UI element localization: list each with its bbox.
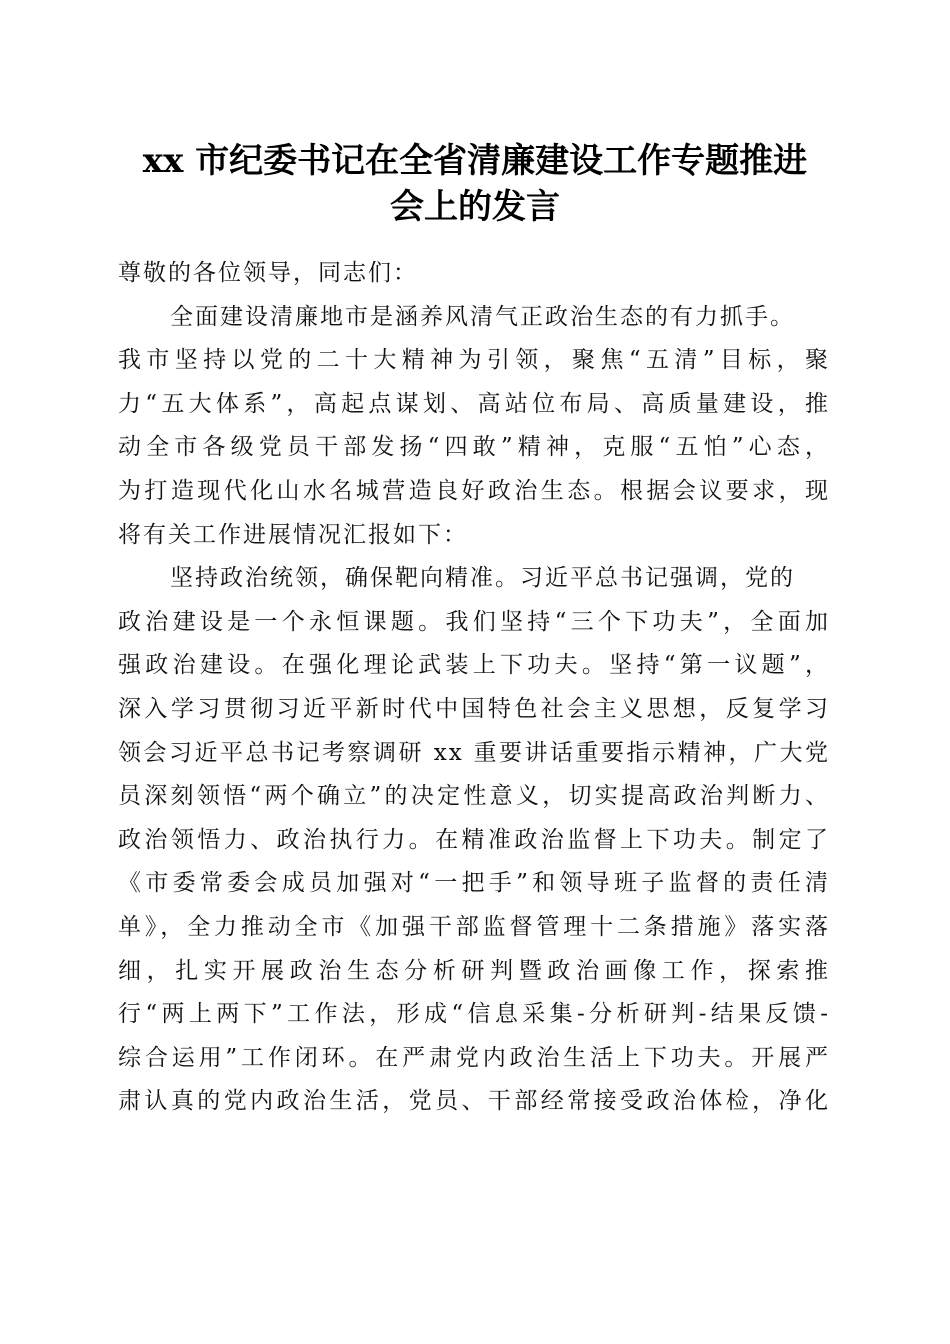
paragraph-line: 综合运用”工作闭环。在严肃党内政治生活上下功夫。开展严	[118, 1044, 830, 1071]
document-title	[100, 138, 850, 230]
paragraph-line: 为打造现代化山水名城营造良好政治生态。根据会议要求，现	[118, 477, 830, 504]
paragraph-line: 员深刻领悟“两个确立”的决定性意义，切实提高政治判断力、	[118, 783, 830, 810]
paragraph-line: 动全市各级党员干部发扬“四敢”精神，克服“五怕”心态，	[118, 434, 830, 461]
document-body	[118, 252, 830, 1124]
salutation: 尊敬的各位领导，同志们：	[118, 260, 418, 286]
paragraph-line: 肃认真的党内政治生活，党员、干部经常接受政治体检，净化	[118, 1088, 830, 1115]
paragraph-line: 政治建设是一个永恒课题。我们坚持“三个下功夫”，全面加	[118, 608, 830, 635]
paragraph-line: 我市坚持以党的二十大精神为引领，聚焦“五清”目标，聚	[118, 347, 830, 374]
paragraph-line: 深入学习贯彻习近平新时代中国特色社会主义思想，反复学习	[118, 695, 830, 722]
paragraph-2	[118, 557, 830, 1124]
paragraph-line: 坚持政治统领，确保靶向精准。习近平总书记强调，党的	[170, 565, 795, 592]
title-line-1: xx 市纪委书记在全省清廉建设工作专题推进	[142, 141, 808, 181]
paragraph-line: 细，扎实开展政治生态分析研判暨政治画像工作，探索推	[118, 957, 830, 984]
paragraph-line: 领会习近平总书记考察调研 xx 重要讲话重要指示精神，广大党	[118, 739, 830, 766]
paragraph-line: 《市委常委会成员加强对“一把手”和领导班子监督的责任清	[118, 870, 830, 897]
paragraph-1	[118, 296, 830, 558]
paragraph-line: 将有关工作进展情况汇报如下：	[118, 521, 468, 548]
paragraph-line: 全面建设清廉地市是涵养风清气正政治生态的有力抓手。	[170, 303, 795, 330]
paragraph-line: 强政治建设。在强化理论武装上下功夫。坚持“第一议题”，	[118, 652, 830, 679]
title-line-2: 会上的发言	[390, 187, 560, 227]
paragraph-line: 单》，全力推动全市《加强干部监督管理十二条措施》落实落	[118, 913, 830, 940]
paragraph-line: 力“五大体系”，高起点谋划、高站位布局、高质量建设，推	[118, 390, 830, 417]
paragraph-line: 行“两上两下”工作法，形成“信息采集-分析研判-结果反馈-	[118, 1001, 830, 1028]
paragraph-line: 政治领悟力、政治执行力。在精准政治监督上下功夫。制定了	[118, 826, 830, 853]
